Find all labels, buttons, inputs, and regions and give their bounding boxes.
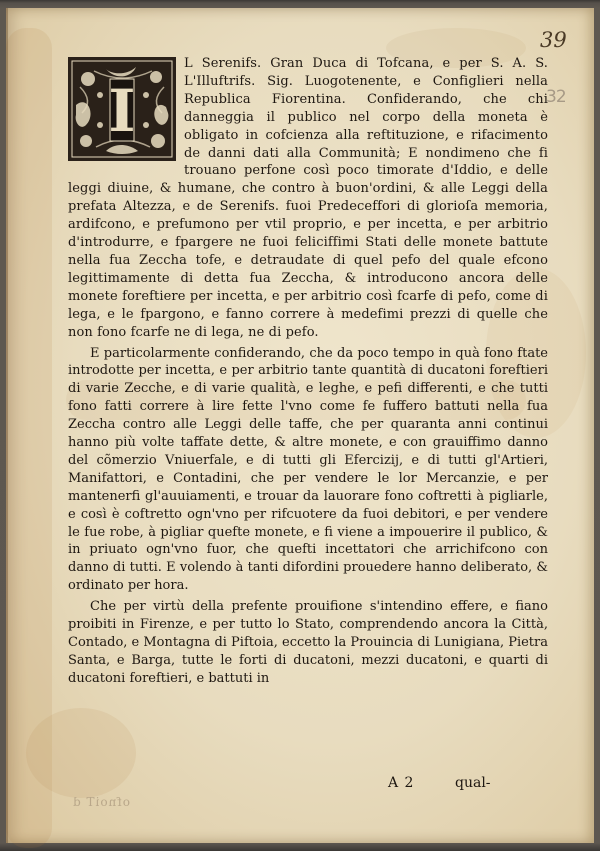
signature-mark: A 2 — [388, 775, 415, 791]
decorated-initial-icon — [66, 55, 178, 163]
paragraph-3: Che per virtù della prefente prouifione s'intendino effere, e fiano proibiti in Firenze, e per tutto lo Stato, comprendendo ancora la Città, Contado, e Montagna di Piftoia, eccetto la Prouincia di Lunigiana, Pietra Santa, e Barga, tutte le forti di ducatoni, mezzi ducatoni, e quarti di ducatoni foreftieri, e battuti in — [68, 599, 548, 686]
bleed-through-text: ofnoiT d — [72, 795, 130, 809]
paragraph-2: E particolarmente confiderando, che da poco tempo in quà fono ftate introdotte per incetta, e per arbitrio tante quantità di ducatoni foreftieri di varie Zecche, e di varie qualità, e leghe, e pefi differenti, e che tutti fono fatti correre à lire fette l'vno come fe fuffero battuti nella fua Zeccha contro alle Leggi delle taffe, che per quaranta anni continui hanno più volte taffate dette, & altre monete, e con grauiffimo danno del cõmerzio Vniuerfale, e di tutti gli Efercizij, e di tutti gl'Artieri, Manifattori, e Contadini, che per vendere le lor Mercanzie, e per mantenerfi gl'auuiamenti, e trouar da lauorare fono coftretti à pigliarle, e così è coftretto ogn'vno per rifcuotere da fuoi debitori, e per vendere le fue robe, à pigliar quefte monete, e fi viene a impouerire il publico, & in priuato ogn'vno fuor, che quefti incettatori che arrichifcono con danno di tutti. E volendo à tanti difordini prouedere hanno deliberato, & ordinato per hora. — [68, 345, 548, 594]
initial-letter: I — [108, 77, 136, 145]
binding-edge — [6, 8, 8, 843]
decorated-initial — [66, 55, 180, 167]
body-text — [68, 55, 548, 688]
catchword: qual- — [455, 775, 491, 791]
folio-number: 39 — [540, 28, 567, 52]
shelfmark: 32 — [546, 87, 566, 107]
paragraph-1: L Serenifs. Gran Duca di Tofcana, e per S. A. S. L'Illuftrifs. Sig. Luogotenente, e Configlieri nella Republica Fiorentina. Confiderando, che chi danneggia il publico nel corpo della moneta è obligato in cofcienza alla reftituzione, e rifacimento de danni dati alla Communità; E nondimeno che fi trouano perfone così poco timorate d'Iddio, e delle leggi diuine, & humane, che contro à buon'ordini, & alle Leggi della prefata Altezza, e de Serenifs. fuoi Predeceffori di glorioſa memoria, ardifcono, e prefumono per vtil proprio, e per incetta, e per arbitrio d'introdurre, e fpargere ne fuoi feliciffimi Stati delle monete battute nella fua Zeccha tofe, e detraudate di quel pefo del quale efcono legittimamente di detta fua Zeccha, & introducono ancora delle monete foreftiere per incetta, e per arbitrio così fcarfe di pefo, come di lega, e le fpargono, e fanno correre à medefimi prezzi di quelle che non fono fcarfe ne di lega, ne di pefo. — [68, 56, 548, 340]
page-stain — [6, 28, 52, 848]
page-stain — [26, 708, 136, 798]
